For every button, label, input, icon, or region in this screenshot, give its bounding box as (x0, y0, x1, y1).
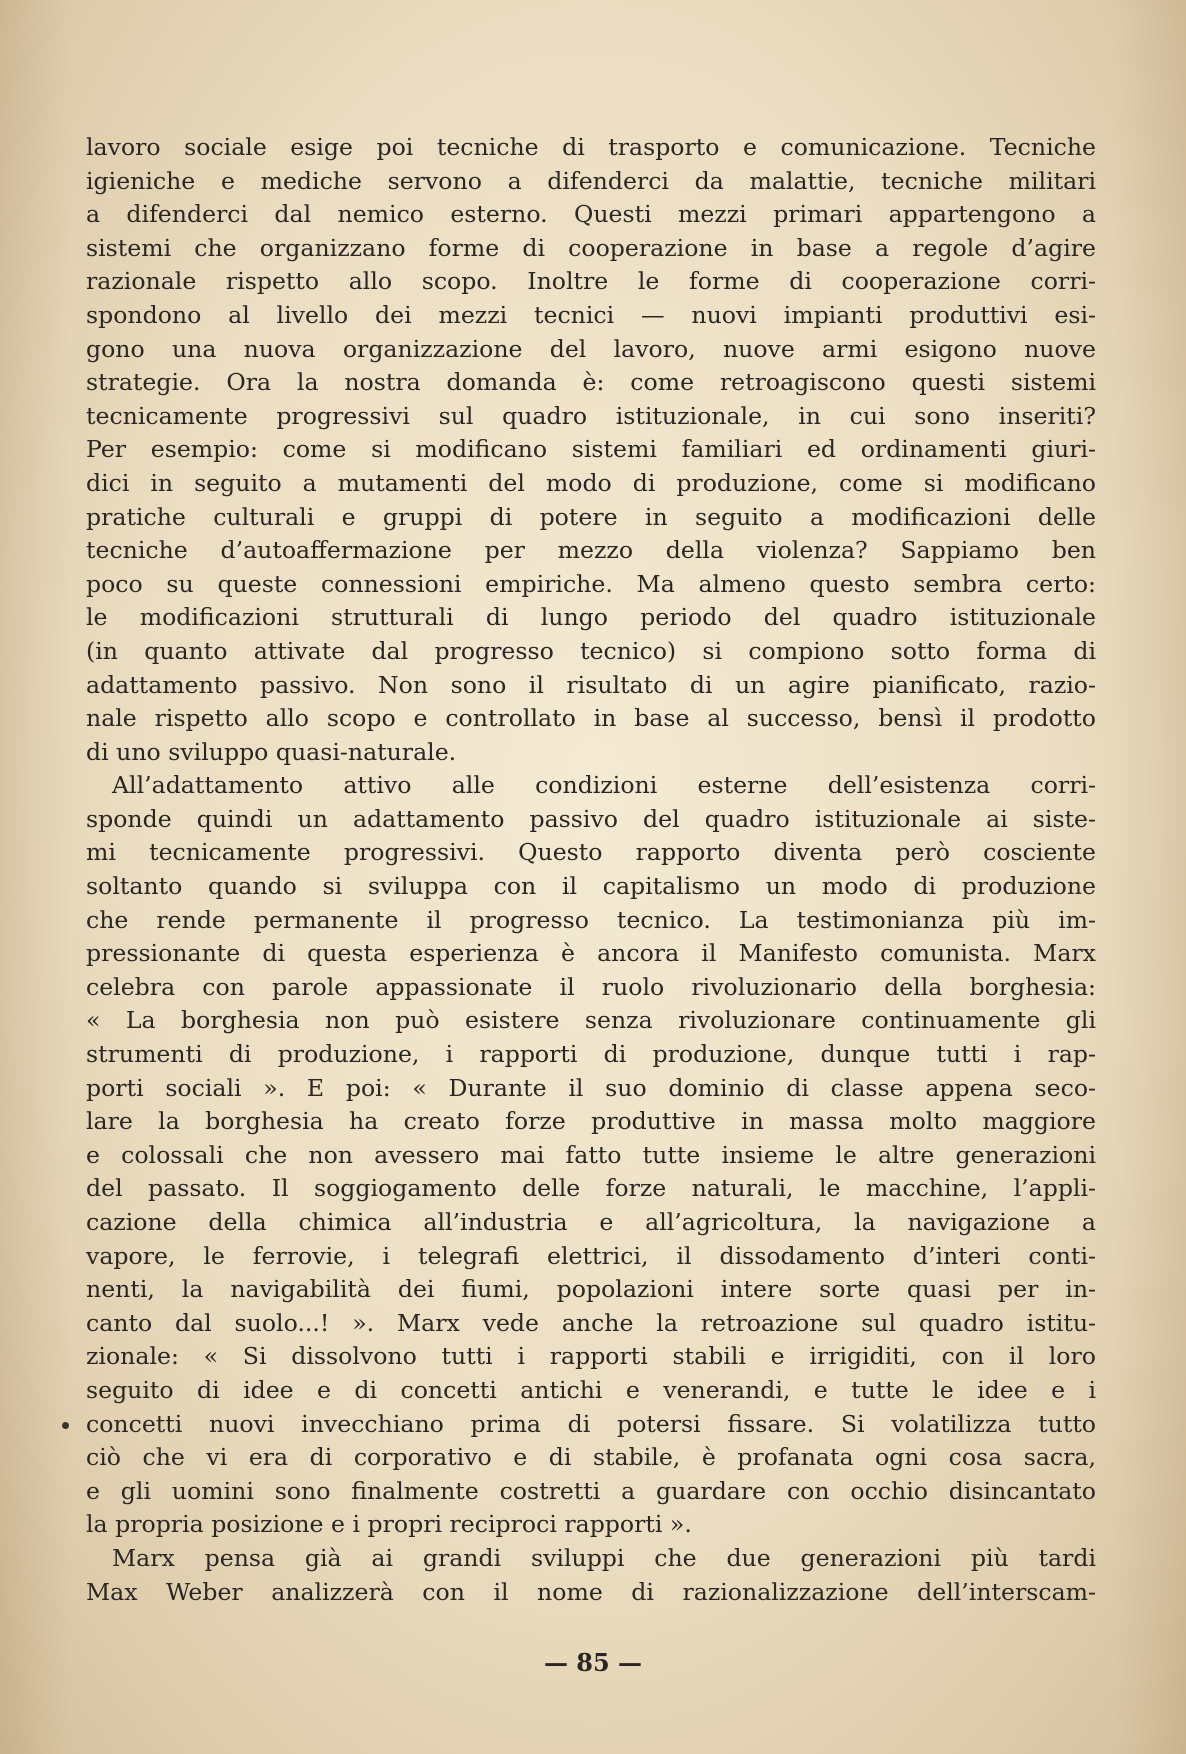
body-text (86, 131, 1096, 1609)
text-line: concetti nuovi invecchiano prima di potersi fissare. Si volatilizza tutto (86, 1409, 1096, 1438)
text-line: adattamento passivo. Non sono il risultato di un agire pianificato, razio- (86, 670, 1096, 699)
text-line: pratiche culturali e gruppi di potere in seguito a modificazioni delle (86, 502, 1096, 531)
text-line: tecnicamente progressivi sul quadro istituzionale, in cui sono inseriti? (86, 401, 1096, 430)
paragraph-1 (86, 131, 1096, 769)
text-line: Marx pensa già ai grandi sviluppi che due generazioni più tardi (112, 1543, 1096, 1572)
text-line: All’adattamento attivo alle condizioni esterne dell’esistenza corri- (112, 771, 1096, 800)
text-line: nenti, la navigabilità dei fiumi, popolazioni intere sorte quasi per in- (86, 1275, 1096, 1304)
text-line: strumenti di produzione, i rapporti di produzione, dunque tutti i rap- (86, 1040, 1096, 1069)
text-line: sponde quindi un adattamento passivo del quadro istituzionale ai siste- (86, 804, 1096, 833)
text-line: igieniche e mediche servono a difenderci da malattie, tecniche militari (86, 166, 1096, 195)
text-line: celebra con parole appassionate il ruolo rivoluzionario della borghesia: (86, 972, 1096, 1001)
text-line: sistemi che organizzano forme di cooperazione in base a regole d’agire (86, 233, 1096, 262)
text-line: dici in seguito a mutamenti del modo di produzione, come si modificano (86, 468, 1096, 497)
page-number: — 85 — (543, 1648, 643, 1677)
text-line: razionale rispetto allo scopo. Inoltre le forme di cooperazione corri- (86, 267, 1096, 296)
text-line: poco su queste connessioni empiriche. Ma almeno questo sembra certo: (86, 569, 1096, 598)
text-line: porti sociali ». E poi: « Durante il suo dominio di classe appena seco- (86, 1073, 1096, 1102)
text-line: cazione della chimica all’industria e all’agricoltura, la navigazione a (86, 1208, 1096, 1236)
text-line: strategie. Ora la nostra domanda è: come retroagiscono questi sistemi (86, 368, 1096, 397)
text-line: nale rispetto allo scopo e controllato in base al successo, bensì il prodotto (86, 704, 1096, 733)
text-line: tecniche d’autoaffermazione per mezzo della violenza? Sappiamo ben (86, 536, 1096, 565)
text-line: zionale: « Si dissolvono tutti i rapporti stabili e irrigiditi, con il loro (86, 1342, 1096, 1371)
text-line: Per esempio: come si modificano sistemi familiari ed ordinamenti giuri- (86, 435, 1096, 464)
text-line: soltanto quando si sviluppa con il capitalismo un modo di produzione (86, 872, 1096, 901)
text-line: e gli uomini sono finalmente costretti a guardare con occhio disincantato (86, 1476, 1096, 1505)
paragraph-2 (86, 769, 1096, 1542)
text-line: ciò che vi era di corporativo e di stabile, è profanata ogni cosa sacra, (86, 1443, 1096, 1472)
text-line: vapore, le ferrovie, i telegrafi elettrici, il dissodamento d’interi conti- (86, 1241, 1096, 1270)
text-line: le modificazioni strutturali di lungo periodo del quadro istituzionale (86, 603, 1096, 632)
text-line: del passato. Il soggiogamento delle forze naturali, le macchine, l’appli- (86, 1174, 1096, 1203)
text-line: Max Weber analizzerà con il nome di razionalizzazione dell’interscam- (86, 1577, 1096, 1606)
paragraph-3 (86, 1542, 1096, 1609)
text-line: che rende permanente il progresso tecnico. La testimonianza più im- (86, 905, 1096, 934)
text-line: a difenderci dal nemico esterno. Questi mezzi primari appartengono a (86, 200, 1096, 229)
text-line: e colossali che non avessero mai fatto tutte insieme le altre generazioni (86, 1140, 1096, 1169)
text-line: lare la borghesia ha creato forze produttive in massa molto maggiore (86, 1107, 1096, 1136)
text-line: gono una nuova organizzazione del lavoro, nuove armi esigono nuove (86, 334, 1096, 363)
text-line: di uno sviluppo quasi-naturale. (86, 737, 457, 766)
text-line: la propria posizione e i propri reciproci rapporti ». (86, 1510, 692, 1539)
text-line: lavoro sociale esige poi tecniche di trasporto e comunicazione. Tecniche (86, 133, 1096, 161)
text-line: canto dal suolo...! ». Marx vede anche la retroazione sul quadro istitu- (86, 1308, 1096, 1337)
margin-mark (62, 1422, 69, 1429)
text-line: « La borghesia non può esistere senza rivoluzionare continuamente gli (86, 1006, 1096, 1035)
text-line: mi tecnicamente progressivi. Questo rapporto diventa però cosciente (86, 838, 1096, 867)
text-line: pressionante di questa esperienza è ancora il Manifesto comunista. Marx (86, 939, 1096, 968)
text-line: seguito di idee e di concetti antichi e venerandi, e tutte le idee e i (86, 1375, 1096, 1404)
text-line: spondono al livello dei mezzi tecnici — nuovi impianti produttivi esi- (86, 300, 1096, 329)
text-line: (in quanto attivate dal progresso tecnico) si compiono sotto forma di (86, 636, 1096, 665)
